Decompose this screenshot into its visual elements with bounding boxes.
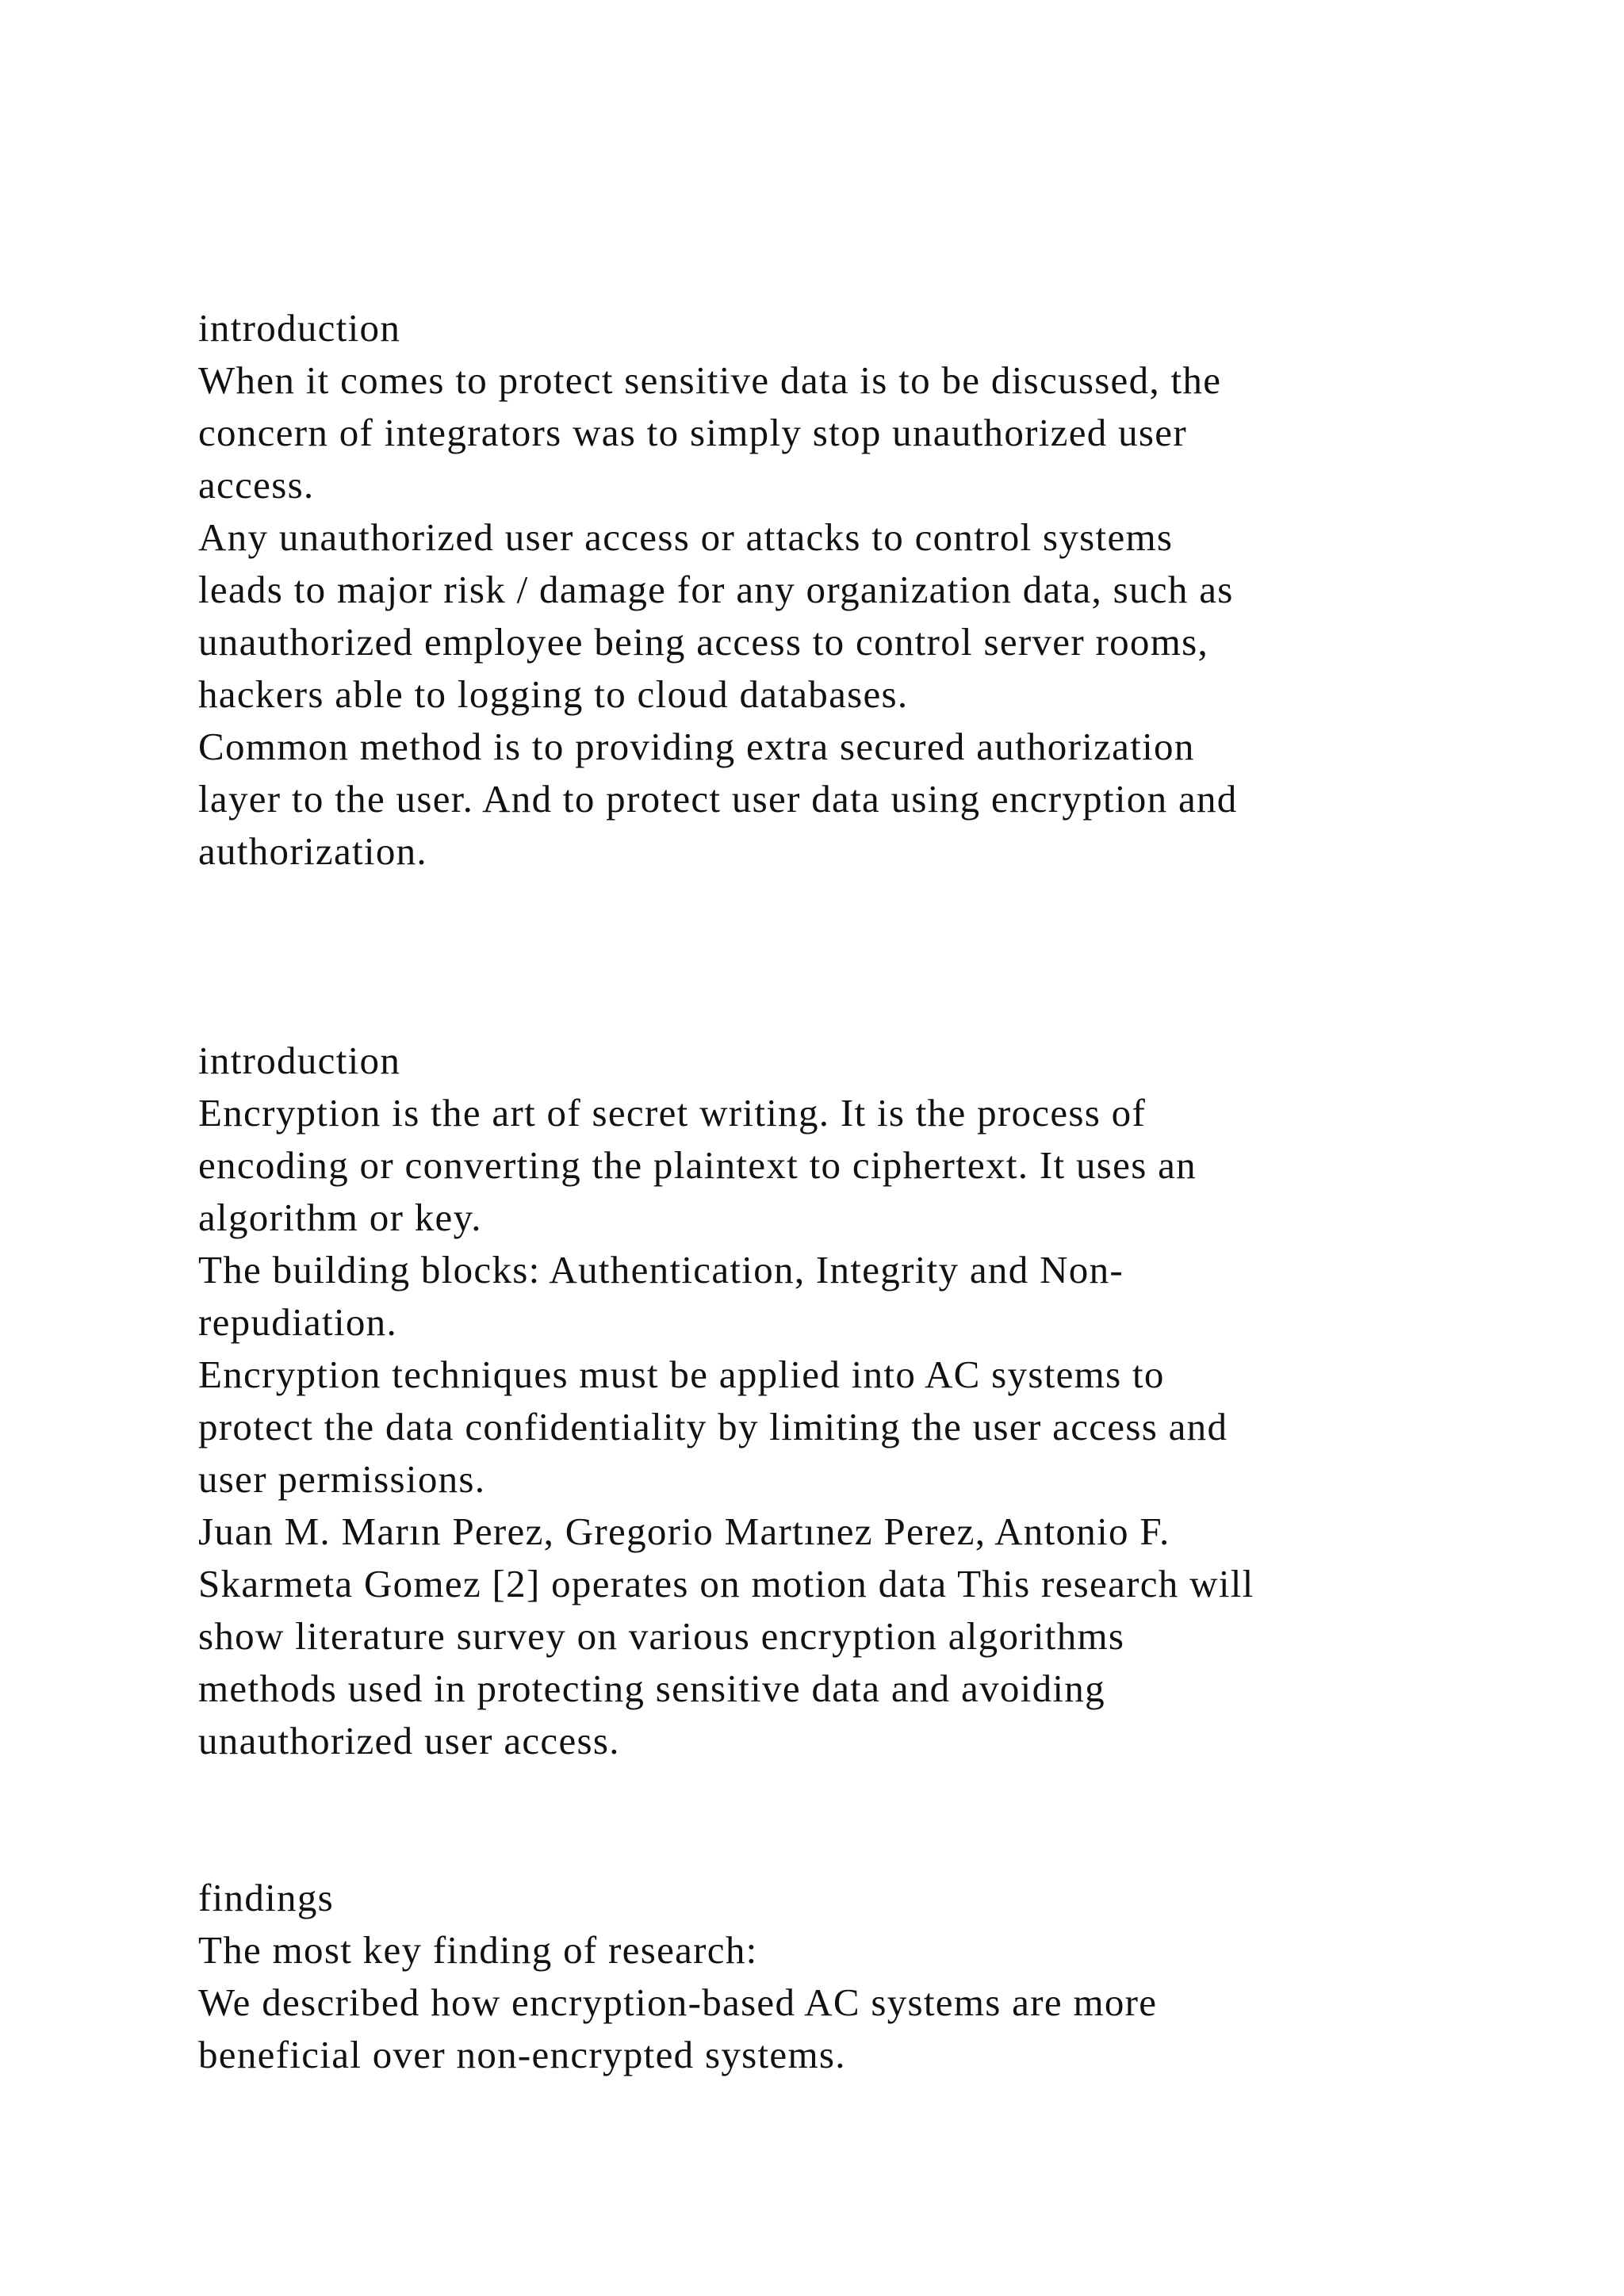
paragraph-line: show literature survey on various encryption algorithms [198, 1614, 1125, 1658]
paragraph-line: repudiation. [198, 1300, 398, 1344]
paragraph-line: unauthorized employee being access to control server rooms, [198, 620, 1209, 664]
paragraph-line: Common method is to providing extra secured authorization [198, 725, 1195, 768]
paragraph-line: Any unauthorized user access or attacks to control systems [198, 515, 1174, 559]
paragraph-line: When it comes to protect sensitive data is to be discussed, the [198, 358, 1222, 402]
paragraph-line: Juan M. Marın Perez, Gregorio Martınez Perez, Antonio F. [198, 1510, 1170, 1553]
paragraph-line: encoding or converting the plaintext to ciphertext. It uses an [198, 1143, 1197, 1187]
paragraph-line: The building blocks: Authentication, Integrity and Non- [198, 1248, 1124, 1292]
section-heading: introduction [198, 306, 401, 350]
paragraph-line: methods used in protecting sensitive data and avoiding [198, 1667, 1105, 1710]
paragraph-line: concern of integrators was to simply stop unauthorized user [198, 411, 1187, 454]
paragraph-line: The most key finding of research: [198, 1928, 758, 1972]
paragraph-line: beneficial over non-encrypted systems. [198, 2033, 846, 2076]
paragraph-line: authorization. [198, 829, 427, 873]
paragraph-line: leads to major risk / damage for any organization data, such as [198, 568, 1234, 611]
paragraph-line: hackers able to logging to cloud databases. [198, 672, 909, 716]
section-heading: findings [198, 1876, 335, 1919]
paragraph-line: algorithm or key. [198, 1196, 482, 1239]
paragraph-line: Skarmeta Gomez [2] operates on motion data This research will [198, 1562, 1254, 1605]
paragraph-line: We described how encryption-based AC systems are more [198, 1980, 1158, 2024]
paragraph-line: unauthorized user access. [198, 1719, 620, 1762]
section-heading: introduction [198, 1039, 401, 1082]
paragraph-line: protect the data confidentiality by limiting the user access and [198, 1405, 1228, 1448]
paragraph-line: access. [198, 463, 315, 507]
paragraph-line: layer to the user. And to protect user data using encryption and [198, 777, 1238, 821]
paragraph-line: user permissions. [198, 1457, 486, 1501]
paragraph-line: Encryption is the art of secret writing. It is the process of [198, 1091, 1147, 1135]
paragraph-line: Encryption techniques must be applied into AC systems to [198, 1353, 1165, 1396]
